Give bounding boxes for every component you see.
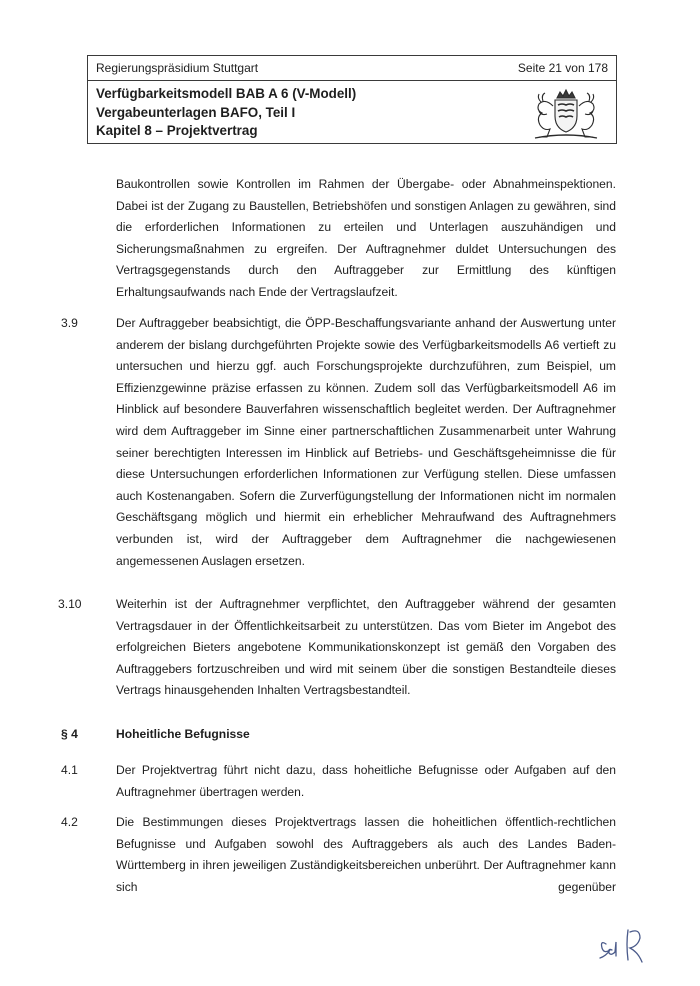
section-3-10-text: Weiterhin ist der Auftragnehmer verpflichtet, den Auftraggeber während der gesamten Vertragsdauer in der Öffentlichkeitsarbeit zu unterstützen. Das vom Bieter im Angebot des erfolgreichen Bieters angebotene Kommunikationskonzept ist gemäß den Vorgaben des Auftraggebers fortzuschreiben und wird mit seinem über die sonstigen Bestandteile dieses Vertrags hinausgehenden Inhalten Vertragsbestandteil. — [116, 597, 616, 698]
section-4-1-text: Der Projektvertrag führt nicht dazu, dass hoheitliche Befugnisse oder Aufgaben auf den Auftragnehmer übertragen werden. — [116, 763, 616, 799]
coat-of-arms-icon — [523, 86, 609, 142]
document-title: Verfügbarkeitsmodell BAB A 6 (V-Modell) — [96, 86, 357, 101]
handwritten-initials — [592, 920, 654, 966]
section-4-2-text: Die Bestimmungen dieses Projektvertrags lassen die hoheitlichen öffentlich-rechtlichen Befugnisse und Aufgaben sowohl des Auftraggebers als auch des Landes Baden-Württemberg in ihren jeweiligen Zuständigkeitsbereichen unberührt. Der Auftragnehmer kann sich gegenüber — [116, 815, 616, 894]
chapter-title: Kapitel 8 – Projektvertrag — [96, 123, 258, 138]
section-3-10-number: 3.10 — [58, 597, 82, 611]
section-3-9-number: 3.9 — [61, 316, 78, 330]
page-number: Seite 21 von 178 — [517, 61, 608, 75]
header-top-row — [88, 56, 616, 81]
header-titles — [96, 85, 356, 141]
intro-paragraph: Baukontrollen sowie Kontrollen im Rahmen der Übergabe- oder Abnahmeinspektionen. Dabei ist der Zugang zu Baustellen, Betriebshöfen und sonstigen Anlagen zu gewähren, sind die erforderlichen Informationen zu erteilen und Unterlagen auszuhändigen und Sicherungsmaßnahmen zu ergreifen. Der Auftragnehmer duldet Untersuchungen des Vertragsgegenstands durch den Auftraggeber zur Ermittlung des künftigen Erhaltungsaufwands nach Ende der Vertragslaufzeit. — [116, 177, 616, 299]
document-header — [87, 55, 617, 144]
section-4-number: § 4 — [61, 727, 78, 741]
organization-name: Regierungspräsidium Stuttgart — [96, 61, 259, 75]
section-4-2-number: 4.2 — [61, 815, 78, 829]
section-4-heading: Hoheitliche Befugnisse — [116, 727, 250, 741]
section-4-1-number: 4.1 — [61, 763, 78, 777]
section-3-9-text: Der Auftraggeber beabsichtigt, die ÖPP-Beschaffungsvariante anhand der Auswertung unter anderem der bislang durchgeführten Projekte sowie des Verfügbarkeitsmodells A6 vertieft zu untersuchen und hierzu ggf. auch Forschungsprojekte durchzuführen, zum Beispiel, um Effizienzgewinne präzise erfassen zu können. Zudem soll das Verfügbarkeitsmodell A6 im Hinblick auf besondere Bauverfahren wissenschaftlich begleitet werden. Der Auftragnehmer wird dem Auftraggeber im Sinne einer partnerschaftlichen Zusammenarbeit unter Wahrung seiner berechtigten Interessen im Hinblick auf Betriebs- und Geschäftsgeheimnisse die für diese Untersuchungen erforderlichen Informationen zur Verfügung stellen. Diese umfassen auch Kostenangaben. Sofern die Zurverfügungstellung der Informationen nicht im normalen Geschäftsgang möglich und hiermit ein erheblicher Mehraufwand des Auftragnehmers verbunden ist, wird der Auftraggeber dem Auftragnehmer die nachgewiesenen angemessenen Auslagen ersetzen. — [116, 316, 616, 568]
document-subtitle: Vergabeunterlagen BAFO, Teil I — [96, 104, 296, 120]
